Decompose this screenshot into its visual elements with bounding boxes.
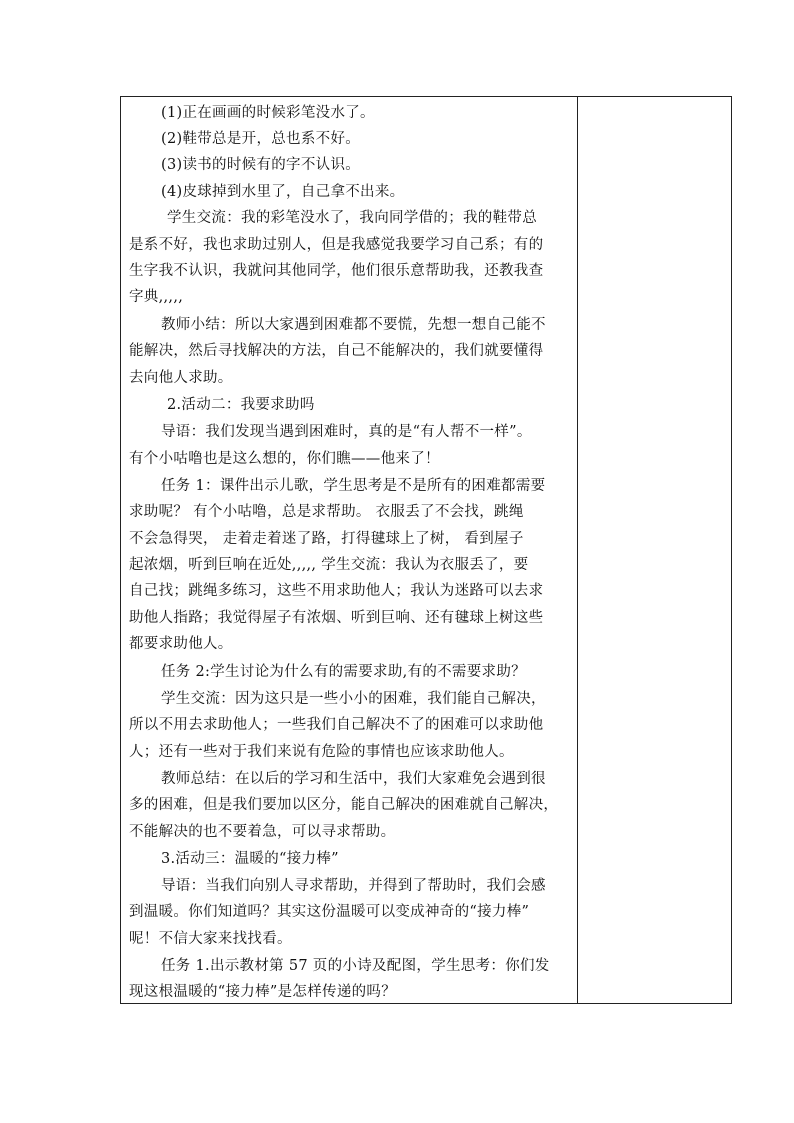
- section-heading: 3.活动三：温暖的“接力棒”: [161, 851, 339, 867]
- section-heading: 2.活动二：我要求助吗: [167, 397, 315, 413]
- text-line: 人；还有一些对于我们来说有危险的事情也应该求助他人。: [129, 744, 514, 760]
- text-line: 能解决，然后寻找解决的方法，自己不能解决的，我们就要懂得: [129, 343, 544, 359]
- text-line: 学生交流：因为这只是一些小小的困难，我们能自己解决，: [161, 691, 546, 707]
- text-line: (4)皮球掉到水里了，自己拿不出来。: [161, 184, 405, 200]
- text-line: 导语：当我们向别人寻求帮助，并得到了帮助时，我们会感: [161, 878, 546, 894]
- text-line: 所以不用去求助他人；一些我们自己解决不了的困难可以求助他: [129, 717, 544, 733]
- text-line: 教师总结：在以后的学习和生活中，我们大家难免会遇到很: [161, 771, 546, 787]
- text-line: 起浓烟，听到巨响在近处,,,,, 学生交流：我认为衣服丢了，要: [129, 557, 529, 573]
- lesson-content-cell: [121, 97, 577, 1003]
- text-line: 到温暖。你们知道吗？其实这份温暖可以变成神奇的“接力棒”: [129, 904, 530, 920]
- text-line: 多的困难，但是我们要加以区分，能自己解决的困难就自己解决，: [129, 797, 559, 813]
- text-line: 去向他人求助。: [129, 370, 233, 386]
- text-line: 字典,,,,,: [129, 289, 184, 305]
- notes-cell: [578, 97, 731, 1003]
- text-line: 学生交流：我的彩笔没水了，我向同学借的；我的鞋带总: [167, 210, 537, 226]
- text-line: 有个小咕噜也是这么想的，你们瞧——他来了！: [129, 451, 440, 467]
- text-line: 现这根温暖的“接力棒”是怎样传递的吗？: [129, 984, 397, 1000]
- text-line: 不能解决的也不要着急，可以寻求帮助。: [129, 824, 396, 840]
- text-line: 都要求助他人。: [129, 636, 233, 652]
- text-line: 教师小结：所以大家遇到困难都不要慌，先想一想自己能不: [161, 317, 546, 333]
- text-line: 求助呢？ 有个小咕噜，总是求帮助。 衣服丢了不会找，跳绳: [129, 504, 524, 520]
- text-line: (3)读书的时候有的字不认识。: [161, 157, 361, 173]
- text-line: 自己找；跳绳多练习，这些不用求助他人；我认为迷路可以去求: [129, 583, 544, 599]
- text-line: 助他人指路；我觉得屋子有浓烟、听到巨响、还有毽球上树这些: [129, 610, 544, 626]
- text-line: 不会急得哭， 走着走着迷了路，打得毽球上了树， 看到屋子: [129, 531, 524, 547]
- text-line: (1)正在画画的时候彩笔没水了。: [161, 105, 375, 121]
- text-line: 导语：我们发现当遇到困难时，真的是“有人帮不一样”。: [161, 424, 532, 440]
- text-line: 呢！不信大家来找找看。: [129, 931, 292, 947]
- text-line: 生字我不认识，我就问其他同学，他们很乐意帮助我，还教我查: [129, 263, 544, 279]
- text-line: 任务 2:学生讨论为什么有的需要求助,有的不需要求助？: [161, 664, 526, 680]
- lesson-plan-table: [120, 96, 732, 1004]
- text-line: 任务 1：课件出示儿歌，学生思考是不是所有的困难都需要: [161, 478, 546, 494]
- text-line: 是系不好，我也求助过别人，但是我感觉我要学习自己系；有的: [129, 237, 544, 253]
- text-line: 任务 1.出示教材第 57 页的小诗及配图，学生思考：你们发: [161, 958, 550, 974]
- text-line: (2)鞋带总是开，总也系不好。: [161, 131, 361, 147]
